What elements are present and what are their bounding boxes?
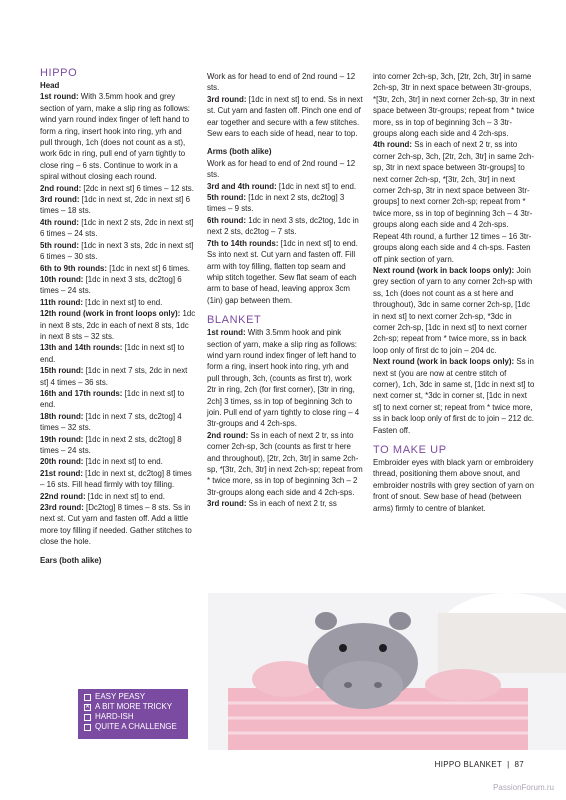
difficulty-item: HARD-ISH — [84, 712, 182, 722]
blanket-instructions — [207, 327, 363, 510]
hippo-blanket-photo — [208, 593, 566, 750]
instruction-line: Next round (work in back loops only): Join grey section of yarn to any corner 2ch-sp with ss, 1ch (does not count as a st here and throughout), 3dc in same corner 2ch-sp, [1dc in next st] to next corner 2ch-sp, *3dc in corner 2ch-sp, [1dc in next st] to next corner 2ch-sp; repeat from * twice more, ss in back loop only of first dc to join – 204 dc. — [373, 265, 533, 355]
blanket-round-4 — [373, 139, 535, 230]
footer-separator: | — [507, 760, 510, 769]
ears-intro: Work as for head to end of 2nd round – 12 sts. — [207, 72, 356, 93]
instruction-line: 10th round: [1dc in next 3 sts, dc2tog] 6 times – 24 sts. — [40, 274, 182, 296]
column-1 — [40, 66, 196, 566]
ears-instructions — [207, 94, 363, 140]
instruction-line: 5th round: [1dc in next 2 sts, dc2tog] 3 times – 9 sts. — [207, 193, 345, 214]
subheading-arms: Arms (both alike) — [207, 147, 272, 157]
column-2 — [207, 71, 363, 510]
instruction-line: 2nd round: Ss in each of next 2 tr, ss into corner 2ch-sp, 3ch (counts as first tr here and throughout), [2tr, 2ch, 3tr] in same 2ch-sp, *[3tr, 2ch, 3tr] in next 2ch-sp; repeat from * twice more, ss in top of beginning 3ch – 2 3tr-groups along each side and 4 2ch-sps. — [207, 430, 363, 497]
instruction-line: 4th round: Ss in each of next 2 tr, ss into corner 2ch-sp, 3ch, [2tr, 2ch, 3tr] in same 2ch-sp, 3tr in next space between 3tr-groups] to next corner 2ch-sp, *[3tr, 2ch, 3tr] in next corner 2ch-sp, 3tr in next space between 3tr-groups] to next corner 2ch-sp; repeat from * twice more, ss in top of beginning 3ch – 4 3tr-groups along each side and 4 2ch-sps. — [373, 140, 534, 230]
instruction-line: 12th round (work in front loops only): 1dc in next 8 sts, 2dc in each of next 8 sts, 1dc in next 8 sts – 32 sts. — [40, 309, 196, 341]
instruction-line: 16th and 17th rounds: [1dc in next st] to end. — [40, 388, 185, 410]
instruction-line: 4th round: [1dc in next 2 sts, 2dc in next st] 6 times – 24 sts. — [40, 217, 194, 239]
instruction-line: Next round (work in back loops only): Ss in next st (you are now at centre stitch of corner), 1ch, 3dc in same st, [1dc in next st] to next corner st, *3dc in corner st, [1dc in next st] to next corner st; repeat from * twice more, ss in back loop only of first dc to join – 212 dc. Fasten off. — [373, 357, 535, 435]
subheading-ears: Ears (both alike) — [40, 555, 102, 565]
arms-instructions — [207, 181, 363, 249]
instruction-line: 1st round: With 3.5mm hook and grey section of yarn, make a slip ring as follows: wind yarn round index finger of left hand to form a ring, insert hook into ring, yrh and pull through, 1ch (does not count as a st), work 6dc in ring, pull end of yarn tightly to close ring – 6 sts. Continue to work in a spiral without closing each round. — [40, 92, 190, 182]
difficulty-rating — [78, 689, 188, 739]
watermark: PassionForum.ru — [493, 783, 554, 792]
checkbox-checked-icon: ✕ — [85, 703, 91, 710]
instruction-line: 5th round: [1dc in next 3 sts, 2dc in next st] 6 times – 30 sts. — [40, 240, 194, 262]
instruction-line: 7th to 14th rounds: [1dc in next st] to end. — [207, 238, 358, 248]
checkbox-icon — [84, 714, 91, 721]
instruction-line: 2nd round: [2dc in next st] 6 times – 12 sts. — [40, 183, 194, 193]
blanket-repeat: Repeat 4th round, a further 12 times – 16 3tr-groups along each side and 4 ch-sps. Fasten off pink section of yarn. — [373, 231, 532, 264]
instruction-line: 15th round: [1dc in next 7 sts, 2dc in next st] 4 times – 36 sts. — [40, 366, 188, 387]
instruction-line: 3rd and 4th round: [1dc in next st] to end. — [207, 181, 357, 191]
instruction-line: 3rd round: [1dc in next st, 2dc in next st] 6 times – 18 sts. — [40, 195, 190, 216]
instruction-line: 1st round: With 3.5mm hook and pink section of yarn, make a slip ring as follows: wind yarn round index finger of left hand to form a ring, insert hook into ring, yrh and pull through, 3ch, (counts as first tr), work 2tr in ring, 2ch (for first corner), [3tr in ring, 2ch] 3 times, ss in top of beginning 3ch to join. Pull end of yarn tightly to close ring – 4 3tr-groups and 4 2ch-sps. — [207, 328, 360, 429]
instruction-line: 3rd round: Ss in each of next 2 tr, ss — [207, 499, 337, 509]
instruction-line: 13th and 14th rounds: [1dc in next st] to end. — [40, 343, 185, 364]
instruction-line: 3rd round: [1dc in next st] to end. Ss in next st. Cut yarn and fasten off. Pinch one end of ear together and secure with a few stitches. Sew ears to each side of head, near to top. — [207, 94, 363, 139]
section-heading-hippo: HIPPO — [40, 67, 78, 79]
hippo-photo-illustration — [208, 593, 566, 750]
instruction-line: 11th round: [1dc in next st] to end. — [40, 297, 163, 307]
make-up-instructions: Embroider eyes with black yarn or embroidery thread, positioning them above snout, and embroider nostrils with grey section of yarn on front of snout. Sew base of head (between arms) firmly to centre of blanket. — [373, 458, 534, 513]
instruction-line: 6th round: 1dc in next 3 sts, dc2tog, 1dc in next 2 sts, dc2tog – 7 sts. — [207, 215, 359, 237]
instruction-line: 23rd round: [Dc2tog] 8 times – 8 sts. Ss in next st. Cut yarn and fasten off. Add a little more toy filling if needed. Gather stitches to close the hole. — [40, 503, 192, 547]
subheading-head: Head — [40, 81, 60, 90]
instruction-line: 19th round: [1dc in next 2 sts, dc2tog] 8 times – 24 sts. — [40, 434, 182, 455]
difficulty-item: QUITE A CHALLENGE — [84, 722, 182, 732]
footer-title: HIPPO BLANKET — [434, 760, 503, 769]
blanket-border-rounds — [373, 265, 535, 436]
page-number: 87 — [514, 760, 524, 769]
instruction-line: 20th round: [1dc in next st] to end. — [40, 457, 163, 467]
column-3 — [373, 71, 535, 514]
blanket-continued: into corner 2ch-sp, 3ch, [2tr, 2ch, 3tr] in same 2ch-sp, 3tr in next space between 3tr-groups, *[3tr, 2ch, 3tr] in next corner 2ch-sp, 3tr in next space between 3tr-groups; repeat from * twice more, ss in top of beginning 3ch – 3 3tr-groups along each side and 4 2ch-sps. — [373, 72, 535, 139]
section-heading-make-up: TO MAKE UP — [373, 444, 447, 456]
arms-finishing: Ss into next st. Cut yarn and fasten off. Fill arm with toy filling, flatten top seam and whip stitch together. Sew flat seam of each arm to base of head, leaving approx 3cm (1in) gap between them. — [207, 250, 357, 305]
instruction-line: 21st round: [1dc in next st, dc2tog] 8 times – 16 sts. Fill head firmly with toy filling. — [40, 468, 192, 490]
instruction-line: 18th round: [1dc in next 7 sts, dc2tog] 4 times – 32 sts. — [40, 411, 182, 433]
difficulty-item: EASY PEASY — [84, 692, 182, 702]
arms-intro: Work as for head to end of 2nd round – 12 sts. — [207, 158, 356, 180]
head-instructions — [40, 91, 196, 547]
checkbox-icon — [84, 694, 91, 701]
instruction-line: 6th to 9th rounds: [1dc in next st] 6 times. — [40, 263, 190, 273]
section-heading-blanket: BLANKET — [207, 314, 262, 327]
checkbox-icon — [84, 724, 91, 731]
instruction-line: 22nd round: [1dc in next st] to end. — [40, 491, 165, 501]
difficulty-item: ✕ A BIT MORE TRICKY — [85, 702, 173, 711]
page-footer — [435, 760, 524, 769]
